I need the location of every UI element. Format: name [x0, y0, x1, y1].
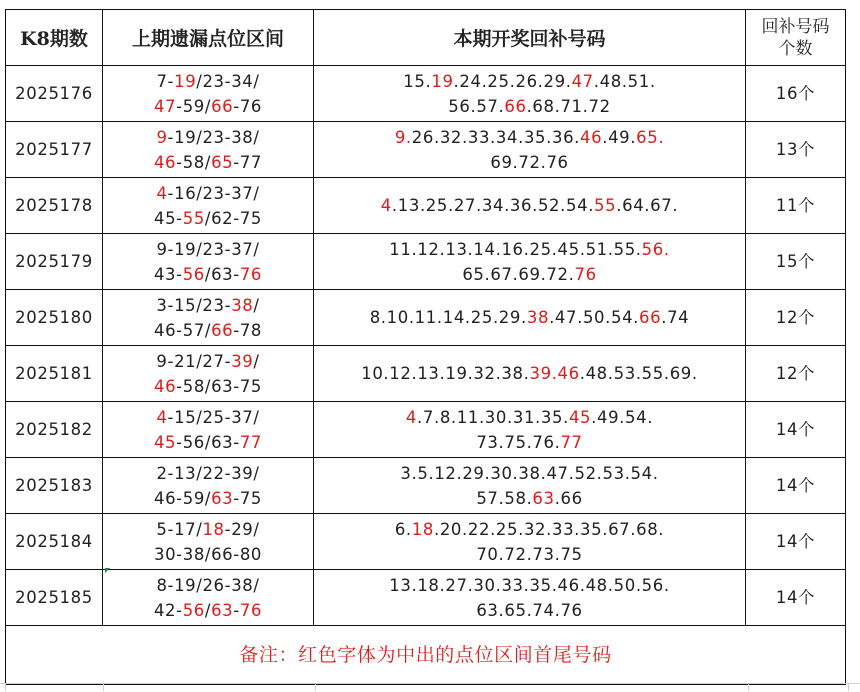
numbers-line — [314, 94, 745, 119]
note-cell[interactable]: 备注：红色字体为中出的点位区间首尾号码 — [6, 626, 846, 685]
highlighted-number: 66 — [211, 320, 234, 340]
numbers-cell[interactable] — [314, 234, 746, 290]
period-cell[interactable]: 2025183 — [6, 458, 103, 514]
range-line — [103, 150, 313, 175]
number-text: 10.12.13.19.32.38. — [361, 364, 530, 383]
numbers-line — [314, 262, 745, 287]
range-cell[interactable] — [103, 290, 314, 346]
range-line — [103, 405, 313, 430]
range-line — [103, 237, 313, 262]
number-text: /62-75 — [204, 208, 263, 228]
numbers-cell[interactable] — [314, 290, 746, 346]
range-cell[interactable] — [103, 514, 314, 570]
number-text: 3-15/23- — [156, 295, 232, 315]
number-text: 57.58. — [476, 488, 533, 508]
number-text: .66 — [554, 488, 583, 508]
highlighted-number: 38 — [231, 295, 254, 315]
number-text: 13.18.27.30.33.35.46.48.50.56. — [389, 575, 670, 595]
number-text: 8-19/26-38/ — [156, 575, 260, 595]
highlighted-number: 45 — [568, 407, 592, 427]
range-line — [103, 125, 313, 150]
number-text: -75 — [233, 488, 263, 508]
number-text: 7- — [156, 71, 175, 91]
highlighted-number: 76 — [239, 600, 263, 620]
number-text: -78 — [233, 320, 263, 340]
number-text: -58/63-75 — [176, 376, 263, 396]
number-text: 6. — [394, 519, 412, 539]
note-row — [6, 626, 846, 685]
number-text: 11.12.13.14.16.25.45.51.55. — [389, 239, 642, 259]
gridline — [315, 683, 316, 691]
number-text: .48.53.55.69. — [579, 364, 698, 383]
number-text: -76 — [233, 96, 263, 116]
header-count-line1: 回补号码 — [761, 16, 830, 37]
number-text: /23-34/ — [196, 71, 260, 91]
highlighted-number: 9 — [156, 127, 168, 147]
period-cell[interactable]: 2025184 — [6, 514, 103, 570]
highlighted-number: 63 — [211, 600, 234, 620]
range-line — [103, 430, 313, 455]
header-count[interactable] — [746, 10, 846, 66]
range-line — [103, 69, 313, 94]
count-cell[interactable]: 12个 — [746, 290, 846, 346]
number-text: 8.10.11.14.25.29. — [369, 308, 527, 327]
number-text: 9-21/27- — [156, 351, 232, 371]
number-text: 56.57. — [448, 96, 505, 116]
range-line — [103, 461, 313, 486]
table-row — [6, 514, 846, 570]
highlighted-number: 65. — [636, 127, 665, 147]
number-text: - — [233, 600, 240, 620]
number-text: -58/ — [176, 152, 212, 172]
highlighted-number: 77 — [239, 432, 263, 452]
highlighted-number: 45 — [153, 432, 177, 452]
range-line — [103, 517, 313, 542]
header-period[interactable]: K8期数 — [6, 10, 103, 66]
number-text: 46-57/ — [153, 320, 212, 340]
numbers-cell[interactable] — [314, 570, 746, 626]
gridline — [748, 683, 749, 691]
highlighted-number: 63 — [211, 488, 234, 508]
number-text: / — [253, 351, 260, 371]
count-cell[interactable]: 11个 — [746, 178, 846, 234]
count-cell[interactable]: 16个 — [746, 66, 846, 122]
number-text: .24.25.26.29. — [453, 71, 572, 91]
number-text: 70.72.73.75 — [476, 544, 583, 564]
header-range[interactable]: 上期遗漏点位区间 — [103, 10, 314, 66]
numbers-line — [314, 193, 745, 218]
header-numbers[interactable]: 本期开奖回补号码 — [314, 10, 746, 66]
range-line — [103, 94, 313, 119]
table-body — [6, 66, 846, 626]
numbers-line — [314, 430, 745, 455]
period-cell[interactable]: 2025180 — [6, 290, 103, 346]
number-text: 2-13/22-39/ — [156, 463, 260, 483]
gridline — [103, 683, 104, 691]
period-cell[interactable]: 2025176 — [6, 66, 103, 122]
range-line — [103, 598, 313, 623]
highlighted-number: 76 — [574, 264, 597, 284]
number-text: 65.67.69.72. — [462, 264, 575, 284]
numbers-line — [314, 125, 745, 150]
highlighted-number: 63 — [532, 488, 555, 508]
gridline — [5, 683, 6, 691]
number-text: 69.72.76 — [490, 152, 569, 172]
number-text: 30-38/66-80 — [153, 544, 263, 564]
numbers-cell[interactable] — [314, 178, 746, 234]
number-text: 63.65.74.76 — [476, 600, 583, 620]
number-text: -19/23-38/ — [167, 127, 260, 147]
table-row — [6, 346, 846, 402]
range-line — [103, 349, 313, 374]
lottery-table — [5, 9, 846, 685]
number-text: .48.51. — [593, 71, 656, 91]
range-cell[interactable] — [103, 178, 314, 234]
gridline — [848, 683, 849, 691]
number-text: 9-19/23-37/ — [156, 239, 260, 259]
period-cell[interactable]: 2025181 — [6, 346, 103, 402]
numbers-cell[interactable] — [314, 66, 746, 122]
highlighted-number: 4 — [380, 196, 392, 215]
highlighted-number: 18 — [411, 519, 434, 539]
numbers-line — [314, 305, 745, 330]
highlighted-number: 46 — [153, 152, 177, 172]
number-text: 46-59/ — [153, 488, 212, 508]
highlighted-number: 77 — [560, 432, 583, 452]
highlighted-number: 56 — [182, 600, 205, 620]
highlighted-number: 39 — [231, 351, 254, 371]
range-line — [103, 293, 313, 318]
numbers-line — [314, 517, 745, 542]
period-cell[interactable]: 2025185 — [6, 570, 103, 626]
count-cell[interactable]: 14个 — [746, 458, 846, 514]
number-text: .64.67. — [616, 196, 679, 215]
range-line — [103, 206, 313, 231]
count-cell[interactable]: 14个 — [746, 570, 846, 626]
highlighted-number: 39.46 — [529, 364, 580, 383]
table-row — [6, 290, 846, 346]
number-text: .47.50.54. — [549, 308, 640, 327]
highlighted-number: 56. — [641, 239, 670, 259]
number-text: .68.71.72 — [526, 96, 611, 116]
range-cell[interactable] — [103, 458, 314, 514]
number-text: .74 — [661, 308, 690, 327]
highlighted-number: 4 — [156, 407, 168, 427]
period-cell[interactable]: 2025177 — [6, 122, 103, 178]
number-text: / — [204, 600, 212, 620]
number-text: .7.8.11.30.31.35. — [417, 407, 569, 427]
number-text: 26.32.33.34.35.36. — [411, 127, 581, 147]
highlighted-number: 55 — [594, 196, 617, 215]
range-cell[interactable] — [103, 346, 314, 402]
period-cell[interactable]: 2025182 — [6, 402, 103, 458]
number-text: -59/ — [176, 96, 212, 116]
number-text: -16/23-37/ — [167, 183, 260, 203]
count-cell[interactable]: 14个 — [746, 514, 846, 570]
highlighted-number: 66 — [211, 96, 234, 116]
range-line — [103, 181, 313, 206]
numbers-line — [314, 237, 745, 262]
range-line — [103, 374, 313, 399]
highlighted-number: 66 — [504, 96, 527, 116]
highlighted-number: 4 — [405, 407, 418, 427]
highlighted-number: 55 — [182, 208, 205, 228]
highlighted-number: 66 — [639, 308, 662, 327]
table-row — [6, 458, 846, 514]
highlighted-number: 4 — [156, 183, 168, 203]
range-cell[interactable] — [103, 570, 314, 626]
number-text: -29/ — [224, 519, 260, 539]
cell-comment-marker — [105, 568, 110, 573]
count-cell[interactable]: 15个 — [746, 234, 846, 290]
number-text: 43- — [153, 264, 183, 284]
range-line — [103, 542, 313, 567]
number-text: / — [253, 295, 260, 315]
number-text: 45- — [153, 208, 183, 228]
highlighted-number: 18 — [202, 519, 225, 539]
highlighted-number: 47 — [571, 71, 594, 91]
count-cell[interactable]: 12个 — [746, 346, 846, 402]
highlighted-number: 46 — [153, 376, 177, 396]
count-cell[interactable]: 14个 — [746, 402, 846, 458]
numbers-cell[interactable] — [314, 514, 746, 570]
count-cell[interactable]: 13个 — [746, 122, 846, 178]
number-text: -77 — [233, 152, 263, 172]
highlighted-number: 65 — [211, 152, 234, 172]
table-row — [6, 178, 846, 234]
numbers-line — [314, 69, 745, 94]
number-text: 73.75.76. — [476, 432, 561, 452]
range-line — [103, 262, 313, 287]
highlighted-number: 9. — [394, 127, 412, 147]
highlighted-number: 19 — [431, 71, 454, 91]
range-line — [103, 573, 313, 598]
number-text: 5-17/ — [156, 519, 203, 539]
range-line — [103, 318, 313, 343]
highlighted-number: 56 — [182, 264, 205, 284]
numbers-line — [314, 461, 745, 486]
table-row — [6, 570, 846, 626]
numbers-line — [314, 150, 745, 175]
number-text: 15. — [403, 71, 432, 91]
highlighted-number: 46 — [580, 127, 603, 147]
number-text: -56/63- — [176, 432, 240, 452]
table-row — [6, 122, 846, 178]
number-text: .49.54. — [591, 407, 654, 427]
range-cell[interactable] — [103, 66, 314, 122]
number-text: .13.25.27.34.36.52.54. — [391, 196, 595, 215]
number-text: .49. — [602, 127, 637, 147]
numbers-cell[interactable] — [314, 402, 746, 458]
number-text: 3.5.12.29.30.38.47.52.53.54. — [400, 463, 659, 483]
highlighted-number: 38 — [526, 308, 550, 327]
numbers-line — [314, 405, 745, 430]
period-cell[interactable]: 2025179 — [6, 234, 103, 290]
numbers-line — [314, 598, 745, 623]
header-count-line2: 个数 — [778, 38, 813, 59]
table-row — [6, 234, 846, 290]
range-cell[interactable] — [103, 234, 314, 290]
number-text: /63- — [204, 264, 240, 284]
numbers-line — [314, 573, 745, 598]
range-cell[interactable] — [103, 122, 314, 178]
table-row — [6, 402, 846, 458]
numbers-line — [314, 486, 745, 511]
numbers-cell[interactable] — [314, 346, 746, 402]
highlighted-number: 76 — [239, 264, 263, 284]
header-row — [6, 10, 846, 66]
numbers-cell[interactable] — [314, 458, 746, 514]
table-row — [6, 66, 846, 122]
highlighted-number: 47 — [153, 96, 177, 116]
highlighted-number: 19 — [174, 71, 197, 91]
number-text: -15/25-37/ — [167, 407, 260, 427]
period-cell[interactable]: 2025178 — [6, 178, 103, 234]
number-text: 42- — [153, 600, 183, 620]
range-cell[interactable] — [103, 402, 314, 458]
numbers-line — [314, 361, 745, 386]
numbers-cell[interactable] — [314, 122, 746, 178]
numbers-line — [314, 542, 745, 567]
range-line — [103, 486, 313, 511]
number-text: .20.22.25.32.33.35.67.68. — [433, 519, 665, 539]
